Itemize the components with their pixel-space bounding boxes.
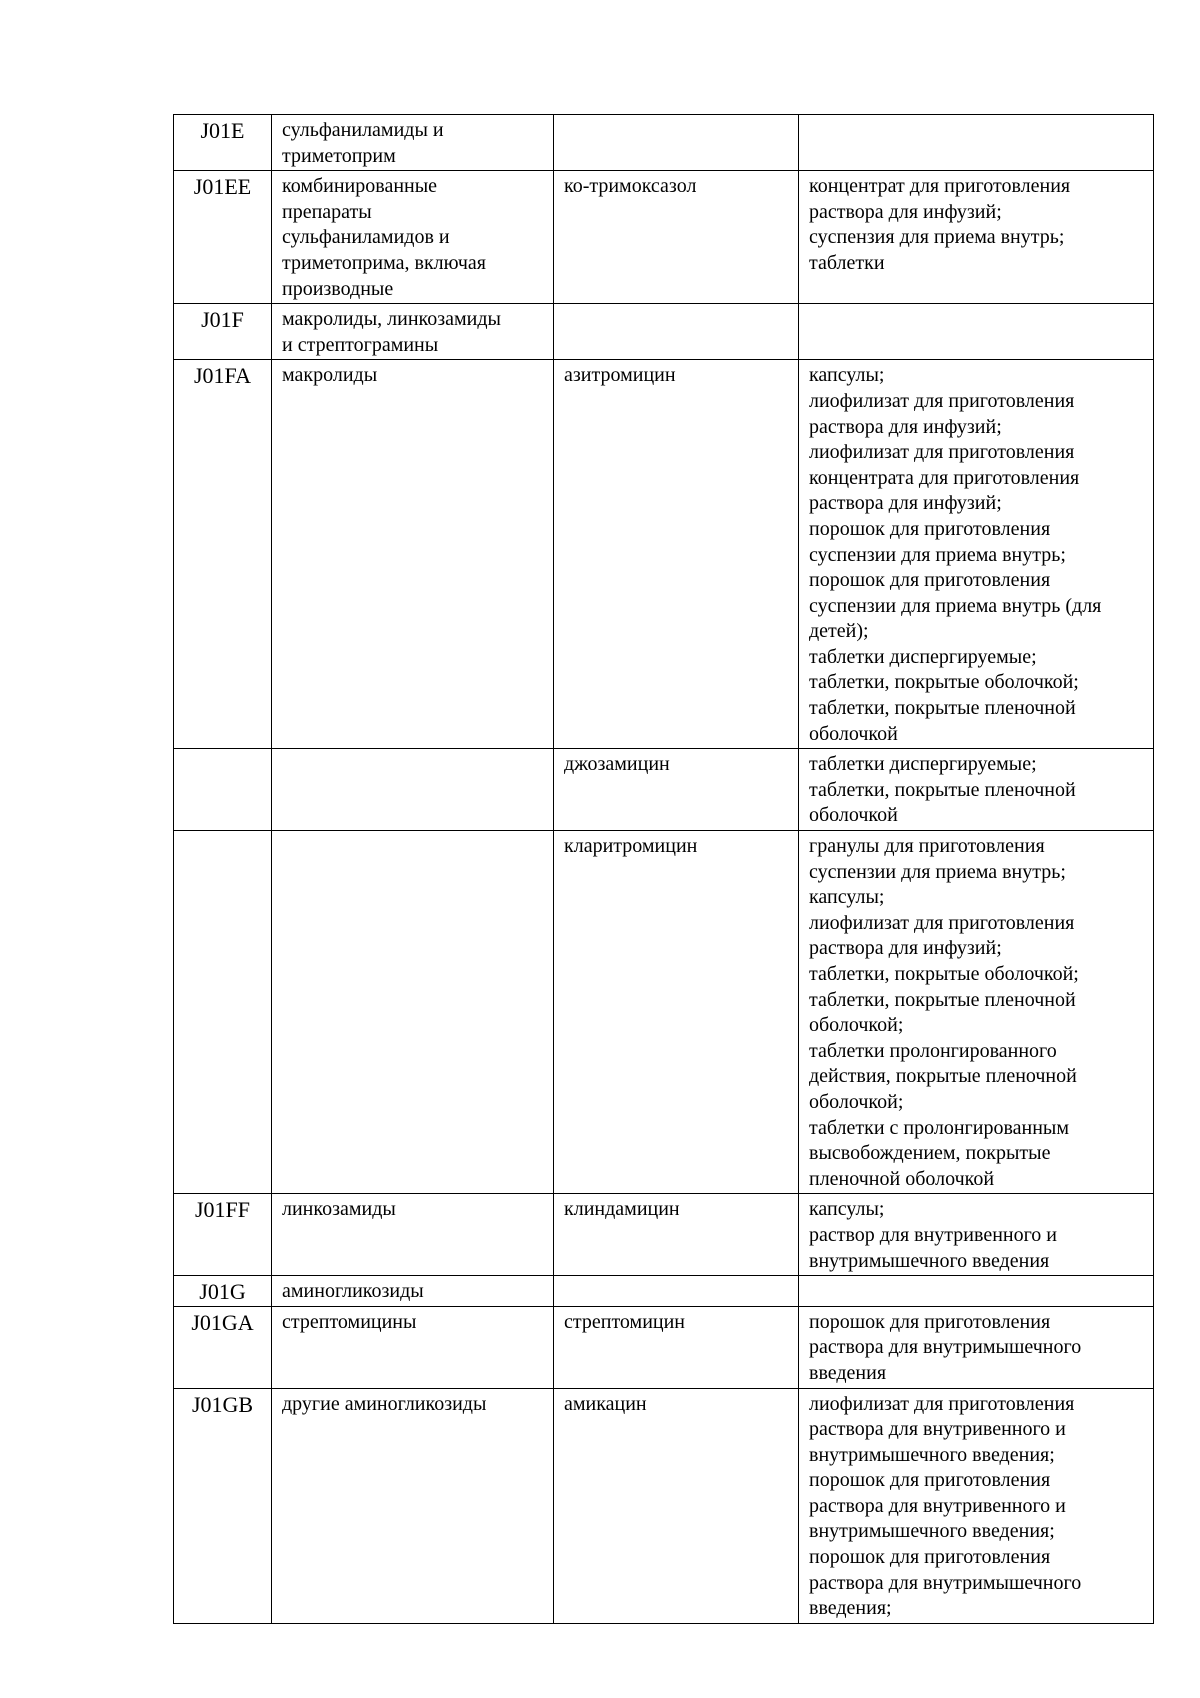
- group-name-cell: аминогликозиды: [272, 1276, 554, 1307]
- dosage-form-cell: капсулы; лиофилизат для приготовления раствора для инфузий; лиофилизат для приготовления концентрата для приготовления раствора для инфузий; порошок для приготовления суспензии для приема внутрь; порошок для приготовления суспензии для приема внутрь (для детей); таблетки диспергируемые; таблетки, покрытые оболочкой; таблетки, покрытые пленочной оболочкой: [799, 360, 1154, 749]
- table-row: [174, 1306, 1154, 1388]
- drug-name-cell: азитромицин: [554, 360, 799, 749]
- table-row: [174, 1276, 1154, 1307]
- drug-name-cell: ко-тримоксазол: [554, 171, 799, 304]
- group-name-cell: [272, 749, 554, 831]
- group-name-cell: линкозамиды: [272, 1194, 554, 1276]
- group-name-cell: макролиды, линкозамиды и стрептограмины: [272, 304, 554, 360]
- table-row: [174, 749, 1154, 831]
- atc-code-cell: J01EE: [174, 171, 272, 304]
- table-row: [174, 1194, 1154, 1276]
- drug-name-cell: [554, 115, 799, 171]
- atc-code-cell: J01FF: [174, 1194, 272, 1276]
- dosage-form-cell: лиофилизат для приготовления раствора для внутривенного и внутримышечного введения; порошок для приготовления раствора для внутривенного и внутримышечного введения; порошок для приготовления раствора для внутримышечного введения;: [799, 1388, 1154, 1623]
- drug-name-cell: кларитромицин: [554, 831, 799, 1194]
- table-row: [174, 304, 1154, 360]
- group-name-cell: сульфаниламиды и триметоприм: [272, 115, 554, 171]
- dosage-form-cell: гранулы для приготовления суспензии для приема внутрь; капсулы; лиофилизат для приготовления раствора для инфузий; таблетки, покрытые оболочкой; таблетки, покрытые пленочной оболочкой; таблетки пролонгированного действия, покрытые пленочной оболочкой; таблетки с пролонгированным высвобождением, покрытые пленочной оболочкой: [799, 831, 1154, 1194]
- atc-code-cell: J01G: [174, 1276, 272, 1307]
- group-name-cell: стрептомицины: [272, 1306, 554, 1388]
- atc-code-cell: J01F: [174, 304, 272, 360]
- dosage-form-cell: концентрат для приготовления раствора для инфузий; суспензия для приема внутрь; таблетки: [799, 171, 1154, 304]
- drug-name-cell: [554, 304, 799, 360]
- drug-name-cell: джозамицин: [554, 749, 799, 831]
- atc-code-cell: J01GB: [174, 1388, 272, 1623]
- atc-code-cell: J01FA: [174, 360, 272, 749]
- table-row: [174, 1388, 1154, 1623]
- dosage-form-cell: порошок для приготовления раствора для внутримышечного введения: [799, 1306, 1154, 1388]
- table-row: [174, 831, 1154, 1194]
- group-name-cell: комбинированные препараты сульфаниламидов и триметоприма, включая производные: [272, 171, 554, 304]
- dosage-form-cell: [799, 1276, 1154, 1307]
- drug-classification-table: [173, 114, 1154, 1624]
- table-row: [174, 171, 1154, 304]
- table-row: [174, 360, 1154, 749]
- atc-code-cell: [174, 749, 272, 831]
- dosage-form-cell: таблетки диспергируемые; таблетки, покрытые пленочной оболочкой: [799, 749, 1154, 831]
- drug-name-cell: клиндамицин: [554, 1194, 799, 1276]
- dosage-form-cell: [799, 304, 1154, 360]
- dosage-form-cell: [799, 115, 1154, 171]
- atc-code-cell: J01GA: [174, 1306, 272, 1388]
- drug-name-cell: стрептомицин: [554, 1306, 799, 1388]
- dosage-form-cell: капсулы; раствор для внутривенного и внутримышечного введения: [799, 1194, 1154, 1276]
- table-row: [174, 115, 1154, 171]
- group-name-cell: другие аминогликозиды: [272, 1388, 554, 1623]
- group-name-cell: [272, 831, 554, 1194]
- group-name-cell: макролиды: [272, 360, 554, 749]
- atc-code-cell: [174, 831, 272, 1194]
- atc-code-cell: J01E: [174, 115, 272, 171]
- drug-name-cell: амикацин: [554, 1388, 799, 1623]
- drug-name-cell: [554, 1276, 799, 1307]
